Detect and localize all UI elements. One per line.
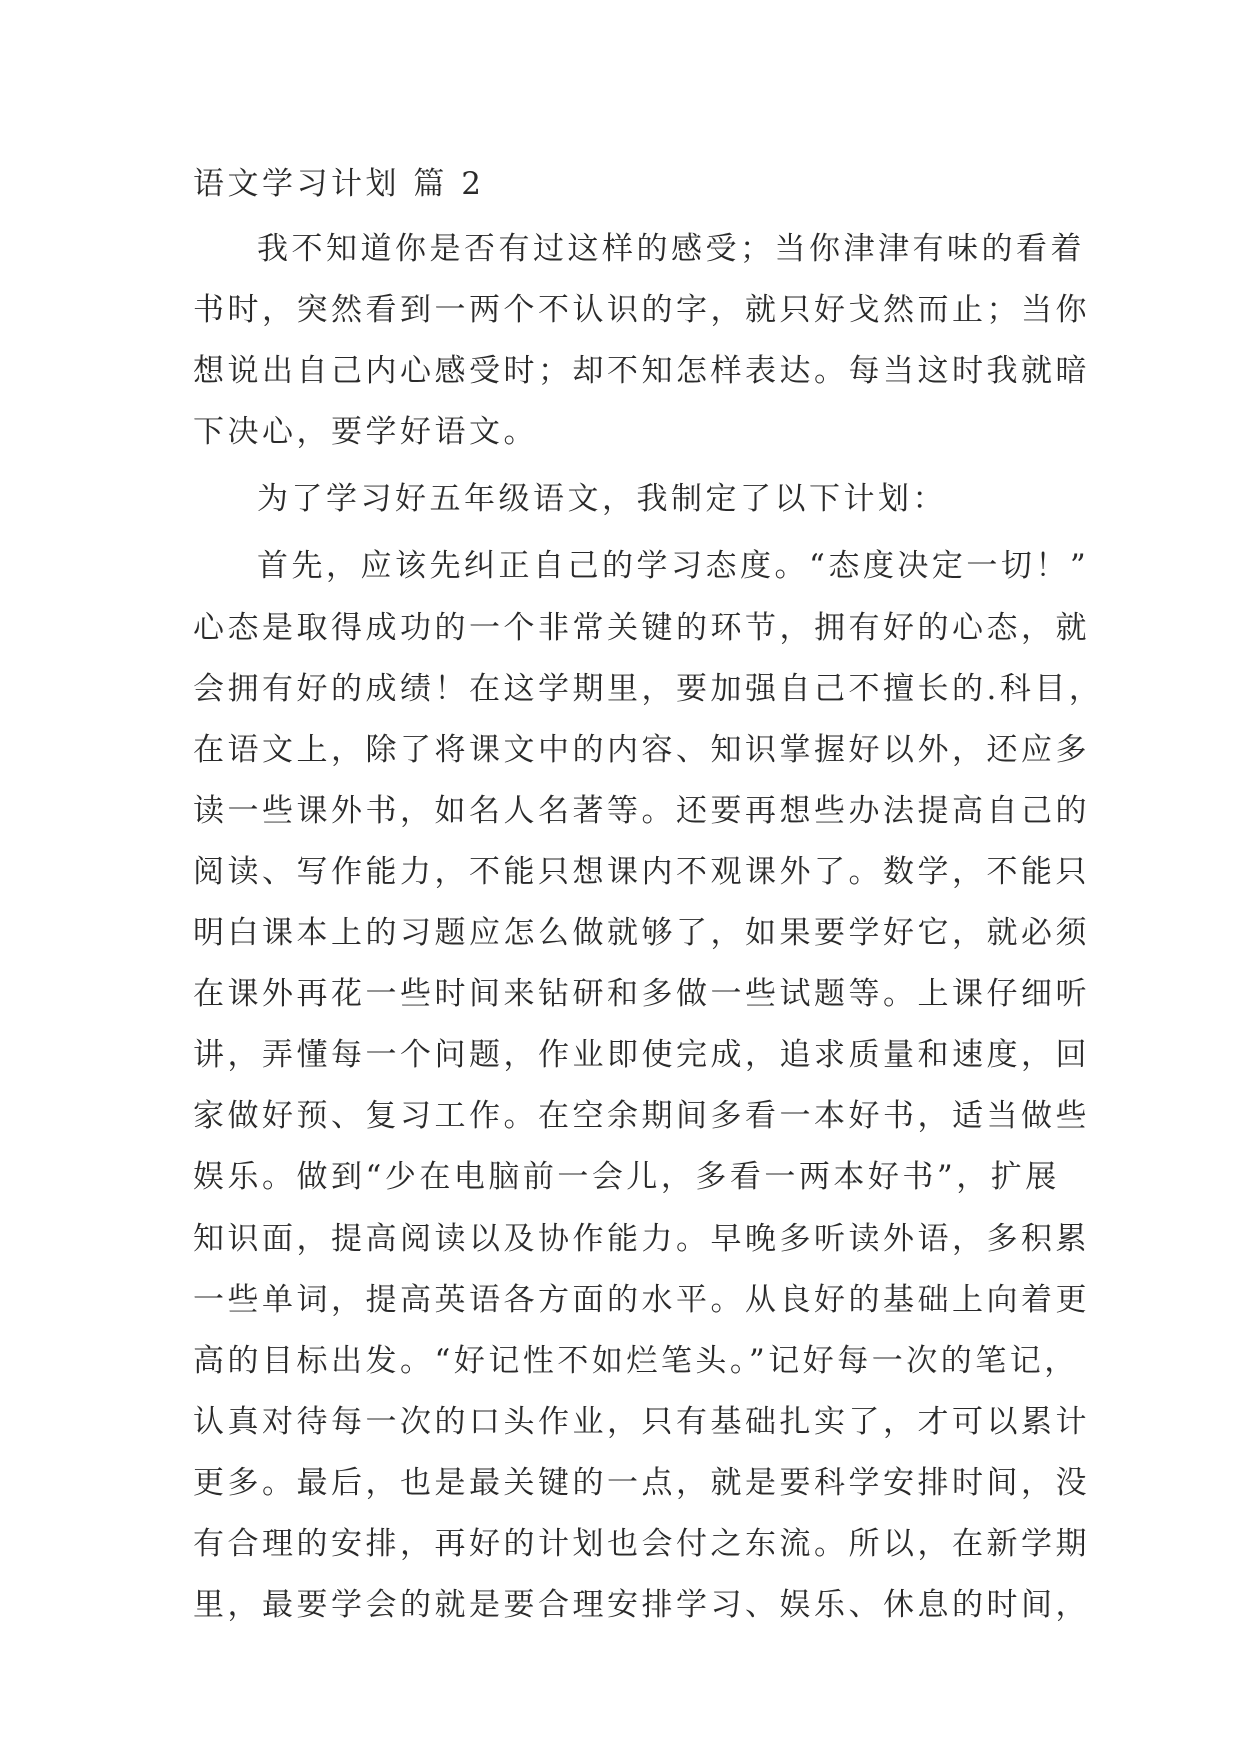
text-line: 读一些课外书，如名人名著等。还要再想些办法提高自己的 xyxy=(193,792,1090,829)
text-line: 高的目标出发。“好记性不如烂笔头。”记好每一次的笔记， xyxy=(193,1342,1079,1379)
text-line: 首先，应该先纠正自己的学习态度。“态度决定一切！” xyxy=(257,548,1090,585)
document-body xyxy=(193,161,1104,1642)
text-line: 阅读、写作能力，不能只想课内不观课外了。数学，不能只 xyxy=(193,853,1090,890)
text-line: 为了学习好五年级语文，我制定了以下计划： xyxy=(257,481,947,518)
text-line: 下决心，要学好语文。 xyxy=(193,414,538,451)
text-line: 会拥有好的成绩！在这学期里，要加强自己不擅长的.科目， xyxy=(193,670,1104,707)
paragraph-3 xyxy=(193,536,1104,1636)
text-line: 家做好预、复习工作。在空余期间多看一本好书，适当做些 xyxy=(193,1098,1090,1135)
text-line: 想说出自己内心感受时；却不知怎样表达。每当这时我就暗 xyxy=(193,353,1090,390)
text-line: 有合理的安排，再好的计划也会付之东流。所以，在新学期 xyxy=(193,1525,1090,1562)
text-line: 认真对待每一次的口头作业，只有基础扎实了，才可以累计 xyxy=(193,1403,1090,1440)
text-line: 在语文上，除了将课文中的内容、知识掌握好以外，还应多 xyxy=(193,731,1090,768)
text-line: 在课外再花一些时间来钻研和多做一些试题等。上课仔细听 xyxy=(193,976,1090,1013)
paragraph-1 xyxy=(193,219,1090,463)
text-line: 里，最要学会的就是要合理安排学习、娱乐、休息的时间， xyxy=(193,1587,1090,1624)
text-line: 心态是取得成功的一个非常关键的环节，拥有好的心态，就 xyxy=(193,609,1090,646)
paragraph-2 xyxy=(193,469,1053,530)
text-line: 知识面，提高阅读以及协作能力。早晚多听读外语，多积累 xyxy=(193,1220,1090,1257)
text-line: 我不知道你是否有过这样的感受；当你津津有味的看着 xyxy=(257,231,1085,267)
text-line: 讲，弄懂每一个问题，作业即使完成，追求质量和速度，回 xyxy=(193,1037,1090,1074)
text-line: 更多。最后，也是最关键的一点，就是要科学安排时间，没 xyxy=(193,1464,1090,1501)
text-line: 娱乐。做到“少在电脑前一会儿，多看一两本好书”，扩展 xyxy=(193,1159,1060,1196)
text-line: 书时，突然看到一两个不认识的字，就只好戈然而止；当你 xyxy=(193,292,1090,329)
text-line: 明白课本上的习题应怎么做就够了，如果要学好它，就必须 xyxy=(193,915,1090,952)
document-heading: 语文学习计划 篇 2 xyxy=(193,166,485,202)
text-line: 一些单词，提高英语各方面的水平。从良好的基础上向着更 xyxy=(193,1281,1090,1318)
